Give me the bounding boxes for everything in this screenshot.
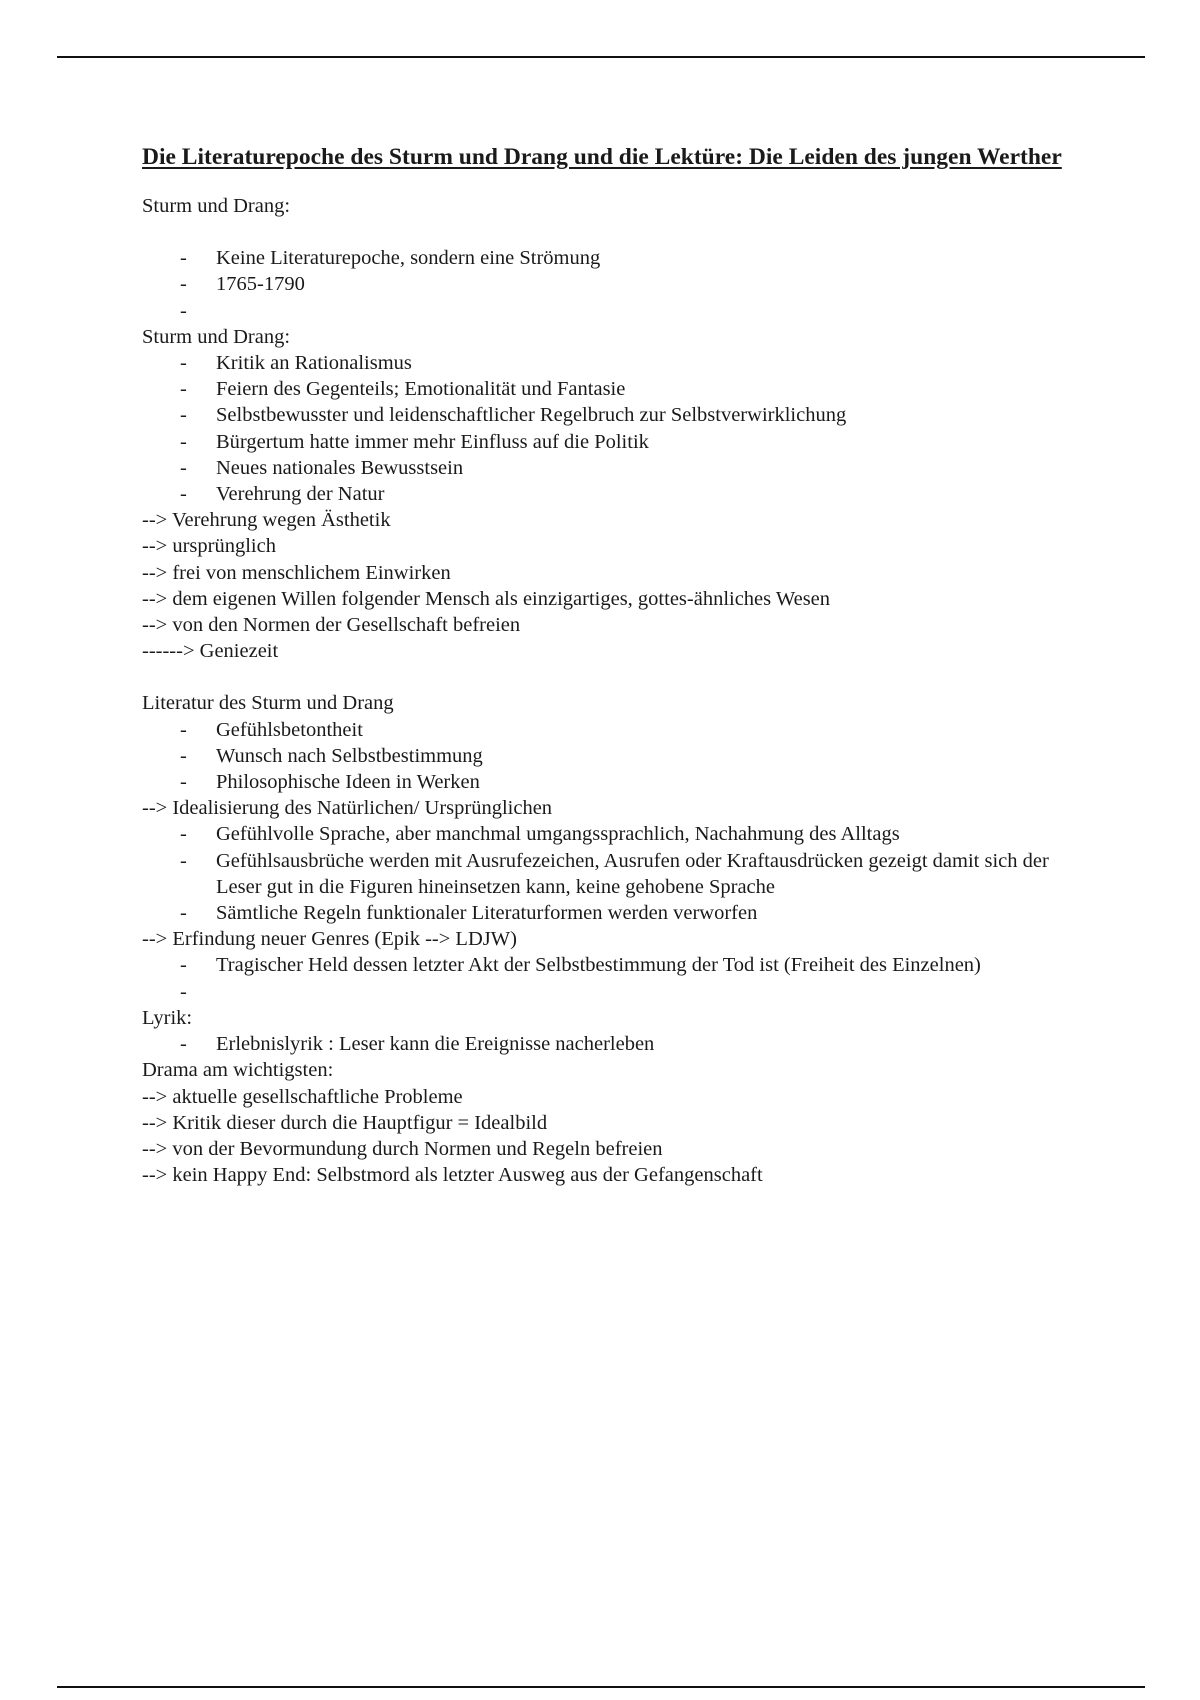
list-item: - Gefühlvolle Sprache, aber manchmal umgangssprachlich, Nachahmung des Alltags (180, 823, 900, 846)
list-item: - Wunsch nach Selbstbestimmung (180, 744, 483, 767)
list-item: - Erlebnislyrik : Leser kann die Ereignisse nacherleben (180, 1033, 655, 1056)
list-item: - Gefühlsbetontheit (180, 718, 363, 741)
arrow-line: --> aktuelle gesellschaftliche Probleme (142, 1085, 463, 1108)
arrow-line: --> Idealisierung des Natürlichen/ Ursprünglichen (142, 797, 553, 820)
list-item: - Gefühlsausbrüche werden mit Ausrufezeichen, Ausrufen oder Kraftausdrücken gezeigt damit sich der Leser gut in die Figuren hineinsetzen kann, keine gehobene Sprache (180, 849, 1049, 898)
arrow-line: ------> Geniezeit (142, 640, 279, 663)
list-item: - (180, 980, 187, 1003)
arrow-line: --> Erfindung neuer Genres (Epik --> LDJW) (142, 928, 517, 951)
arrow-line: --> von der Bevormundung durch Normen und Regeln befreien (142, 1137, 663, 1160)
list-item: - (180, 299, 187, 322)
list-item: - Feiern des Gegenteils; Emotionalität und Fantasie (180, 378, 626, 401)
list-item: - Bürgertum hatte immer mehr Einfluss auf die Politik (180, 430, 649, 453)
section-heading: Literatur des Sturm und Drang (142, 692, 394, 715)
section-heading: Sturm und Drang: (142, 195, 291, 217)
top-rule (57, 56, 1145, 58)
arrow-line: --> kein Happy End: Selbstmord als letzter Ausweg aus der Gefangenschaft (142, 1164, 763, 1187)
arrow-line: --> Verehrung wegen Ästhetik (142, 509, 391, 532)
list-item: - Verehrung der Natur (180, 483, 385, 506)
list-item: - 1765-1790 (180, 273, 305, 296)
list-item: - Selbstbewusster und leidenschaftlicher Regelbruch zur Selbstverwirklichung (180, 404, 847, 427)
section-heading: Lyrik: (142, 1006, 193, 1029)
document-title: Die Literaturepoche des Sturm und Drang und die Lektüre: Die Leiden des jungen Werther (142, 144, 1062, 170)
list-item: - Philosophische Ideen in Werken (180, 771, 480, 794)
arrow-line: --> dem eigenen Willen folgender Mensch als einzigartiges, gottes-ähnliches Wesen (142, 587, 831, 610)
list-item: - Kritik an Rationalismus (180, 352, 412, 375)
section-heading: Drama am wichtigsten: (142, 1059, 334, 1082)
list-item: - Tragischer Held dessen letzter Akt der Selbstbestimmung der Tod ist (Freiheit des Einzelnen) (180, 954, 981, 977)
list-item: - Keine Literaturepoche, sondern eine Strömung (180, 247, 601, 270)
section-heading: Sturm und Drang: (142, 325, 291, 348)
bottom-rule (57, 1686, 1145, 1688)
arrow-line: --> frei von menschlichem Einwirken (142, 561, 451, 584)
document-body (142, 143, 1062, 1188)
arrow-line: --> von den Normen der Gesellschaft befreien (142, 614, 521, 637)
list-item: - Sämtliche Regeln funktionaler Literaturformen werden verworfen (180, 902, 758, 925)
arrow-line: --> Kritik dieser durch die Hauptfigur = Idealbild (142, 1111, 548, 1134)
arrow-line: --> ursprünglich (142, 535, 276, 558)
list-item: - Neues nationales Bewusstsein (180, 456, 464, 479)
